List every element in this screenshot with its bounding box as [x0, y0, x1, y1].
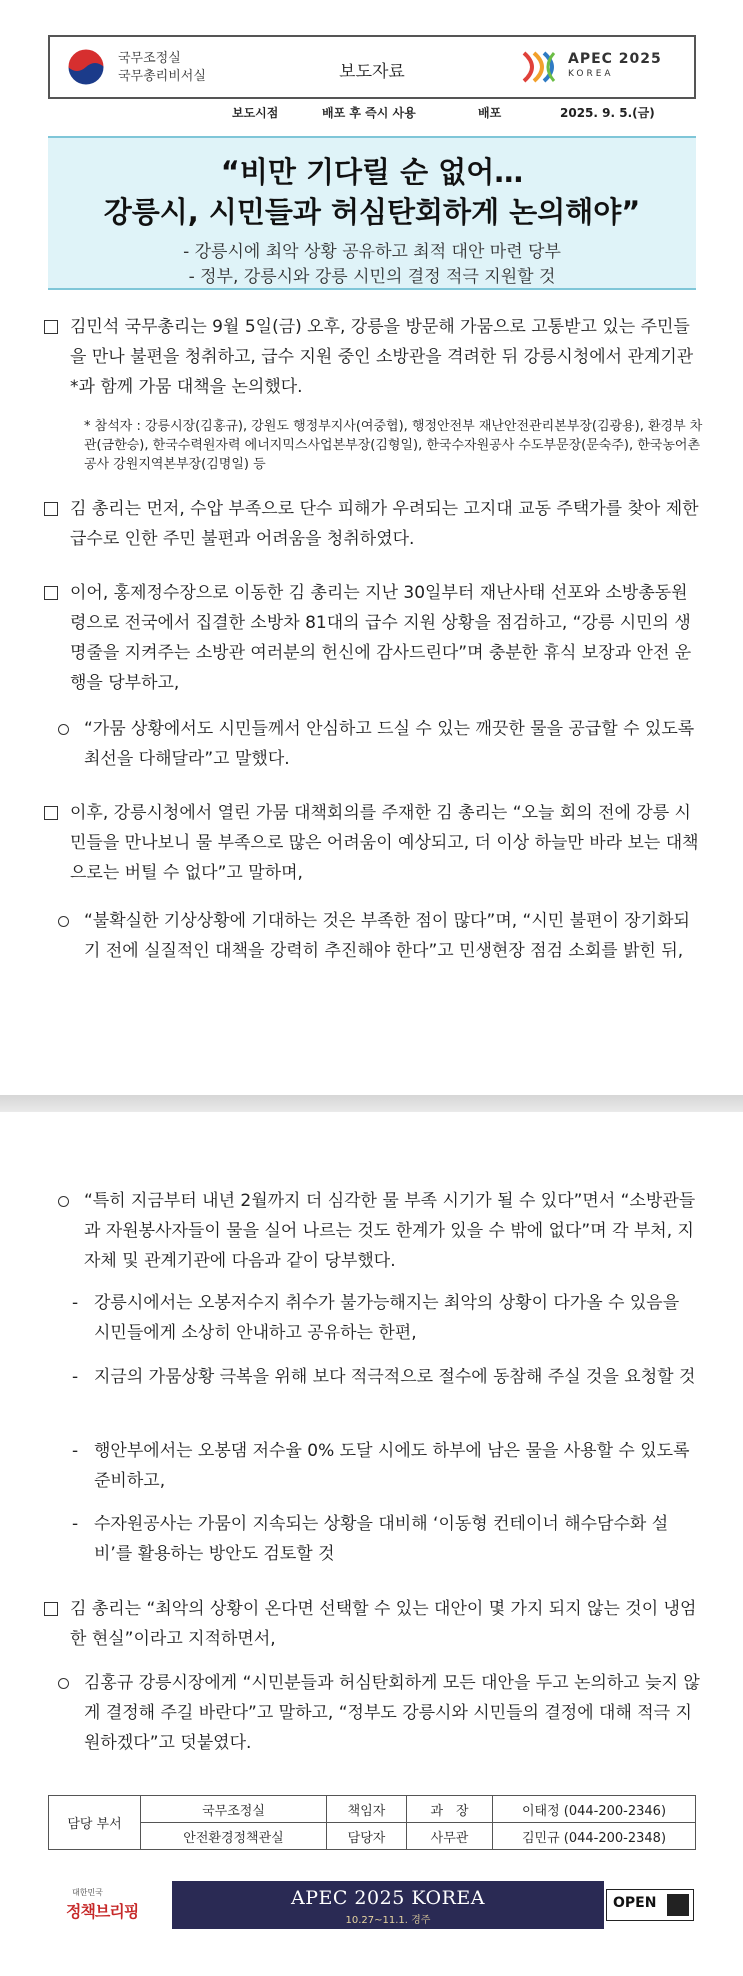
dash-bullet: - — [72, 1514, 79, 1534]
paragraph-7-text: “특히 지금부터 내년 2월까지 더 심각한 물 부족 시기가 될 수 있다”면서 “소방관들과 자원봉사자들이 물을 실어 나르는 것도 한계가 있을 수 밖에 없다”며 각 부처, 지자체 및 관계기관에 다음과 같이 당부했다. — [84, 1191, 696, 1271]
release-label: 보도시점 — [232, 106, 279, 120]
paragraph-1-text: 김민석 국무총리는 9월 5일(금) 오후, 강릉을 방문해 가뭄으로 고통받고 있는 주민들을 만나 불편을 청취하고, 급수 지원 중인 소방관을 격려한 뒤 강릉시청에서 관계기관*과 함께 가뭄 대책을 논의했다. — [70, 317, 694, 397]
brief-small: 대한민국 — [72, 1888, 103, 1897]
person-1: 이태정 (044-200-2346) — [493, 1796, 696, 1823]
dash-item-3 — [40, 1436, 700, 1496]
square-bullet-icon — [44, 806, 58, 820]
paragraph-7 — [40, 1186, 700, 1276]
circle-bullet-icon — [58, 724, 69, 735]
header-box — [48, 35, 696, 99]
subtitle-2: - 정부, 강릉시와 강릉 시민의 결정 적극 지원할 것 — [188, 267, 556, 287]
dist-label: 배포 — [478, 106, 502, 120]
dash-bullet: - — [72, 1293, 79, 1313]
org-line-2: 국무총리비서실 — [118, 69, 206, 84]
dash-bullet: - — [72, 1441, 79, 1461]
release-date: 2025. 9. 5.(금) — [560, 106, 655, 120]
page-break — [0, 1095, 743, 1112]
paragraph-6 — [40, 906, 700, 966]
footer — [0, 1877, 743, 1937]
apec-banner — [172, 1881, 604, 1929]
paragraph-6-text: “불확실한 기상상황에 기대하는 것은 부족한 점이 많다”며, “시민 불편이 장기화되기 전에 실질적인 대책을 강력히 추진해야 한다”고 민생현장 점검 소회를 밝힌 뒤, — [84, 911, 690, 961]
dept-1: 국무조정실 — [141, 1796, 327, 1823]
dash-bullet: - — [72, 1367, 79, 1387]
title-box — [48, 136, 696, 290]
paragraph-8-text: 김 총리는 “최악의 상황이 온다면 선택할 수 있는 대안이 몇 가지 되지 않는 것이 냉엄한 현실”이라고 지적하면서, — [70, 1599, 697, 1649]
square-bullet-icon — [44, 502, 58, 516]
square-bullet-icon — [44, 586, 58, 600]
doc-type: 보도자료 — [339, 62, 405, 82]
circle-bullet-icon — [58, 1196, 69, 1207]
banner-sub: 10.27~11.1. 경주 — [345, 1915, 431, 1926]
role-2: 담당자 — [327, 1823, 407, 1850]
release-info — [0, 104, 743, 124]
page-2 — [0, 1112, 743, 1976]
paragraph-3-text: 이어, 홍제정수장으로 이동한 김 총리는 지난 30일부터 재난사태 선포와 소방총동원령으로 전국에서 집결한 소방차 81대의 급수 지원 상황을 점검하고, “강릉 시민의 생명줄을 지켜주는 소방관 여러분의 헌신에 감사드린다”며 충분한 휴식 보장과 안전 운행을 당부하고, — [70, 583, 692, 693]
open-license-badge — [606, 1889, 694, 1921]
paragraph-2 — [40, 494, 700, 554]
paragraph-5-text: 이후, 강릉시청에서 열린 가뭄 대책회의를 주재한 김 총리는 “오늘 회의 전에 강릉 시민들을 만나보니 물 부족으로 많은 어려움이 예상되고, 더 이상 하늘만 바라 보는 대책으로는 버틸 수 없다”고 말하며, — [70, 803, 699, 883]
paragraph-4 — [40, 714, 700, 774]
role-1: 책임자 — [327, 1796, 407, 1823]
release-value: 배포 후 즉시 사용 — [322, 106, 416, 120]
dept-2: 안전환경정책관실 — [141, 1823, 327, 1850]
dash-item-4 — [40, 1509, 700, 1569]
brief-big: 정책브리핑 — [66, 1902, 139, 1921]
paragraph-9-text: 김홍규 강릉시장에게 “시민분들과 허심탄회하게 모든 대안을 두고 논의하고 늦지 않게 결정해 주길 바란다”고 말하고, “정부도 강릉시와 시민들의 결정에 대해 적극 지원하겠다”고 덧붙였다. — [84, 1673, 700, 1753]
open-label: OPEN — [613, 1895, 657, 1911]
title-1: 과 장 — [407, 1796, 493, 1823]
apec-swirl-icon — [520, 47, 564, 87]
banner-title: APEC 2025 KOREA — [290, 1887, 485, 1909]
person-2: 김민규 (044-200-2348) — [493, 1823, 696, 1850]
dash-item-1-text: 강릉시에서는 오봉저수지 취수가 불가능해지는 최악의 상황이 다가올 수 있음을 시민들에게 소상히 안내하고 공유하는 한편, — [94, 1293, 680, 1343]
apec-logo — [520, 47, 670, 87]
paragraph-8 — [40, 1594, 700, 1654]
paragraph-2-text: 김 총리는 먼저, 수압 부족으로 단수 피해가 우려되는 고지대 교동 주택가를 찾아 제한급수로 인한 주민 불편과 어려움을 청취하였다. — [70, 499, 699, 549]
dash-item-2 — [40, 1362, 700, 1392]
circle-bullet-icon — [58, 916, 69, 927]
dash-item-3-text: 행안부에서는 오봉댐 저수율 0% 도달 시에도 하부에 남은 물을 사용할 수 있도록 준비하고, — [94, 1441, 690, 1491]
paragraph-9 — [40, 1668, 700, 1758]
title-2: 사무관 — [407, 1823, 493, 1850]
paragraph-4-text: “가뭄 상황에서도 시민들께서 안심하고 드실 수 있는 깨끗한 물을 공급할 수 있도록 최선을 다해달라”고 말했다. — [84, 719, 695, 769]
apec-logo-sub: KOREA — [568, 69, 614, 79]
dept-label: 담당 부서 — [49, 1796, 141, 1850]
subtitle-1: - 강릉시에 최악 상황 공유하고 최적 대안 마련 당부 — [183, 242, 561, 262]
square-bullet-icon — [44, 1602, 58, 1616]
title-line-1: “비만 기다릴 순 없어… — [220, 155, 524, 189]
contact-table — [48, 1795, 696, 1850]
paragraph-5 — [40, 798, 700, 888]
dash-item-4-text: 수자원공사는 가뭄이 지속되는 상황을 대비해 ‘이동형 컨테이너 해수담수화 설비’를 활용하는 방안도 검토할 것 — [94, 1514, 669, 1564]
policy-briefing-logo — [66, 1885, 158, 1929]
circle-bullet-icon — [58, 1678, 69, 1689]
paragraph-3 — [40, 578, 700, 698]
dash-item-1 — [40, 1288, 700, 1348]
org-line-1: 국무조정실 — [118, 51, 181, 66]
paragraph-1 — [40, 312, 700, 402]
square-bullet-icon — [44, 320, 58, 334]
apec-logo-text: APEC 2025 — [568, 51, 662, 67]
dash-item-2-text: 지금의 가뭄상황 극복을 위해 보다 적극적으로 절수에 동참해 주실 것을 요청할 것 — [94, 1367, 696, 1387]
license-icon — [667, 1894, 689, 1916]
attendee-note: * 참석자 : 강릉시장(김홍규), 강원도 행정부지사(여중협), 행정안전부 재난안전관리본부장(김광용), 환경부 차관(금한승), 한국수력원자력 에너지믹스사업본부장(김형일), 한국수자원공사 수도부문장(문숙주), 한국농어촌공사 강원지역본부장(김명일) 등 — [84, 419, 703, 472]
title-line-2: 강릉시, 시민들과 허심탄회하게 논의해야” — [103, 195, 641, 229]
